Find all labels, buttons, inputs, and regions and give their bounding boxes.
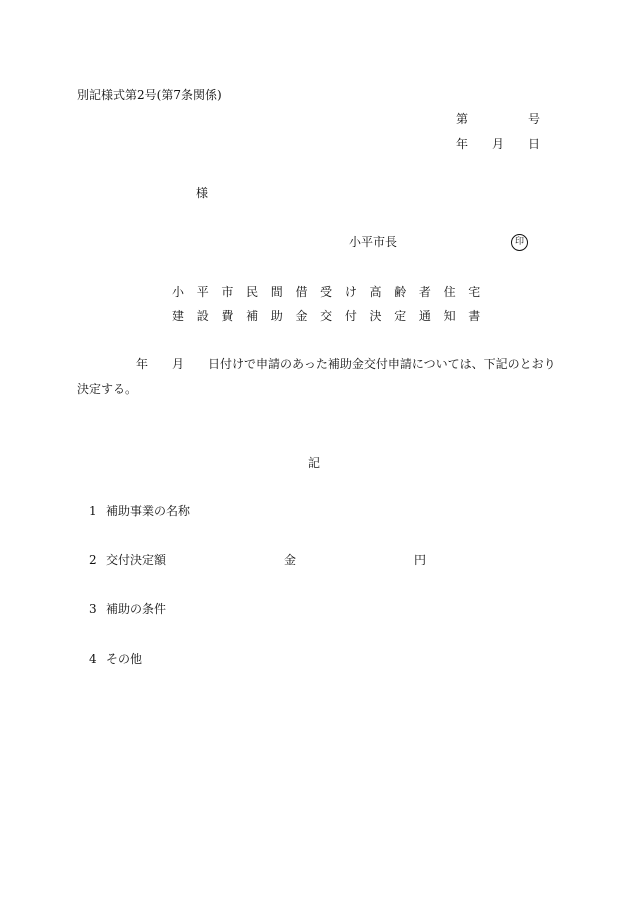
item-label: 補助事業の名称	[106, 504, 191, 518]
title-char: 定	[394, 309, 407, 323]
title-char: 宅	[468, 285, 481, 299]
item-label: 補助の条件	[106, 602, 167, 616]
amount-yen: 円	[414, 553, 427, 567]
title-char: 通	[418, 309, 431, 323]
title-char: 小	[172, 285, 185, 299]
title-char: 建	[172, 309, 185, 323]
title-char: 書	[468, 309, 481, 323]
addressee-suffix: 様	[196, 186, 209, 200]
title-char: 借	[295, 285, 308, 299]
body-text-line-1: 日付けで申請のあった補助金交付申請については、下記のとおり	[208, 357, 556, 371]
item-number: 4	[89, 652, 97, 666]
item-label: 交付決定額	[106, 553, 167, 567]
amount-kin: 金	[284, 553, 297, 567]
title-char: 費	[221, 309, 234, 323]
issuer: 小平市長	[349, 235, 398, 249]
item-number: 1	[89, 504, 97, 518]
title-line-2	[172, 308, 493, 324]
title-char: 平	[196, 285, 209, 299]
body-text-line-2: 決定する。	[77, 382, 138, 396]
body-month: 月	[172, 357, 185, 371]
title-char: 金	[295, 309, 308, 323]
date-month: 月	[492, 137, 505, 151]
title-char: 補	[246, 309, 259, 323]
date-year: 年	[456, 137, 469, 151]
title-line-1	[172, 284, 493, 300]
title-char: 者	[418, 285, 431, 299]
title-char: 受	[320, 285, 333, 299]
title-char: 高	[369, 285, 382, 299]
title-char: 付	[344, 309, 357, 323]
item-number: 3	[89, 602, 97, 616]
title-char: け	[344, 285, 357, 299]
date-day: 日	[528, 137, 541, 151]
item-label: その他	[106, 652, 143, 666]
title-char: 民	[246, 285, 259, 299]
item-number: 2	[89, 553, 97, 567]
number-dai: 第	[456, 112, 469, 126]
title-char: 知	[443, 309, 456, 323]
seal-stamp: 印	[511, 234, 528, 251]
title-char: 助	[270, 309, 283, 323]
title-char: 間	[270, 285, 283, 299]
body-year: 年	[136, 357, 149, 371]
ki-heading: 記	[308, 456, 321, 470]
title-char: 決	[369, 309, 382, 323]
number-go: 号	[528, 112, 541, 126]
title-char: 市	[221, 285, 234, 299]
title-char: 齢	[394, 285, 407, 299]
title-char: 交	[320, 309, 333, 323]
title-char: 住	[443, 285, 456, 299]
title-char: 設	[196, 309, 209, 323]
form-label: 別記様式第2号(第7条関係)	[77, 88, 222, 102]
